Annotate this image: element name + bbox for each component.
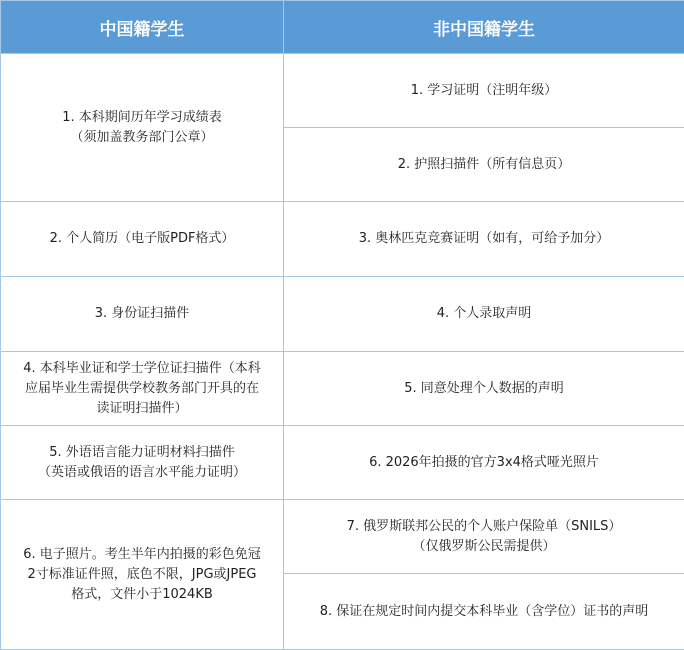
non-chinese-item-6-line-1: 6. 2026年拍摄的官方3x4格式哑光照片 [290,453,678,473]
table-row [1,54,684,128]
non-chinese-item-3-line-1: 3. 奥林匹克竞赛证明（如有，可给予加分） [290,229,678,249]
non-chinese-item-1 [284,54,684,128]
chinese-item-6-line-1: 6. 电子照片。考生半年内拍摄的彩色免冠 [7,545,277,565]
chinese-item-5-line-2: （英语或俄语的语言水平能力证明） [7,463,277,483]
non-chinese-item-8 [284,574,684,650]
chinese-item-3 [1,277,284,352]
chinese-item-4 [1,352,284,426]
chinese-item-5-line-1: 5. 外语语言能力证明材料扫描件 [7,443,277,463]
chinese-item-4-line-3: 读证明扫描件） [7,399,277,419]
table-row [1,500,684,574]
non-chinese-item-5-line-1: 5. 同意处理个人数据的声明 [290,379,678,399]
chinese-item-2 [1,202,284,277]
non-chinese-item-7-line-2: （仅俄罗斯公民需提供） [290,537,678,557]
non-chinese-item-7-line-1: 7. 俄罗斯联邦公民的个人账户保险单（SNILS） [290,517,678,537]
header-row [1,1,684,54]
non-chinese-item-6 [284,426,684,500]
chinese-item-4-line-1: 4. 本科毕业证和学士学位证扫描件（本科 [7,359,277,379]
non-chinese-item-2-line-1: 2. 护照扫描件（所有信息页） [290,155,678,175]
chinese-item-1-line-1: 1. 本科期间历年学习成绩表 [7,108,277,128]
non-chinese-item-4 [284,277,684,352]
non-chinese-item-4-line-1: 4. 个人录取声明 [290,304,678,324]
chinese-item-1 [1,54,284,202]
table-row [1,352,684,426]
chinese-item-6 [1,500,284,650]
non-chinese-item-3 [284,202,684,277]
table-row [1,277,684,352]
header-non-chinese-students: 非中国籍学生 [284,1,684,54]
chinese-item-6-line-3: 格式，文件小于1024KB [7,585,277,605]
chinese-item-5 [1,426,284,500]
header-chinese-students: 中国籍学生 [1,1,284,54]
chinese-item-4-line-2: 应届毕业生需提供学校教务部门开具的在 [7,379,277,399]
table-row [1,426,684,500]
chinese-item-2-line-1: 2. 个人简历（电子版PDF格式） [7,229,277,249]
non-chinese-item-5 [284,352,684,426]
non-chinese-item-8-line-1: 8. 保证在规定时间内提交本科毕业（含学位）证书的声明 [290,602,678,622]
chinese-item-6-line-2: 2寸标准证件照，底色不限，JPG或JPEG [7,565,277,585]
non-chinese-item-1-line-1: 1. 学习证明（注明年级） [290,81,678,101]
non-chinese-item-7 [284,500,684,574]
chinese-item-1-line-2: （须加盖教务部门公章） [7,128,277,148]
chinese-item-3-line-1: 3. 身份证扫描件 [7,304,277,324]
table-row [1,202,684,277]
non-chinese-item-2 [284,128,684,202]
